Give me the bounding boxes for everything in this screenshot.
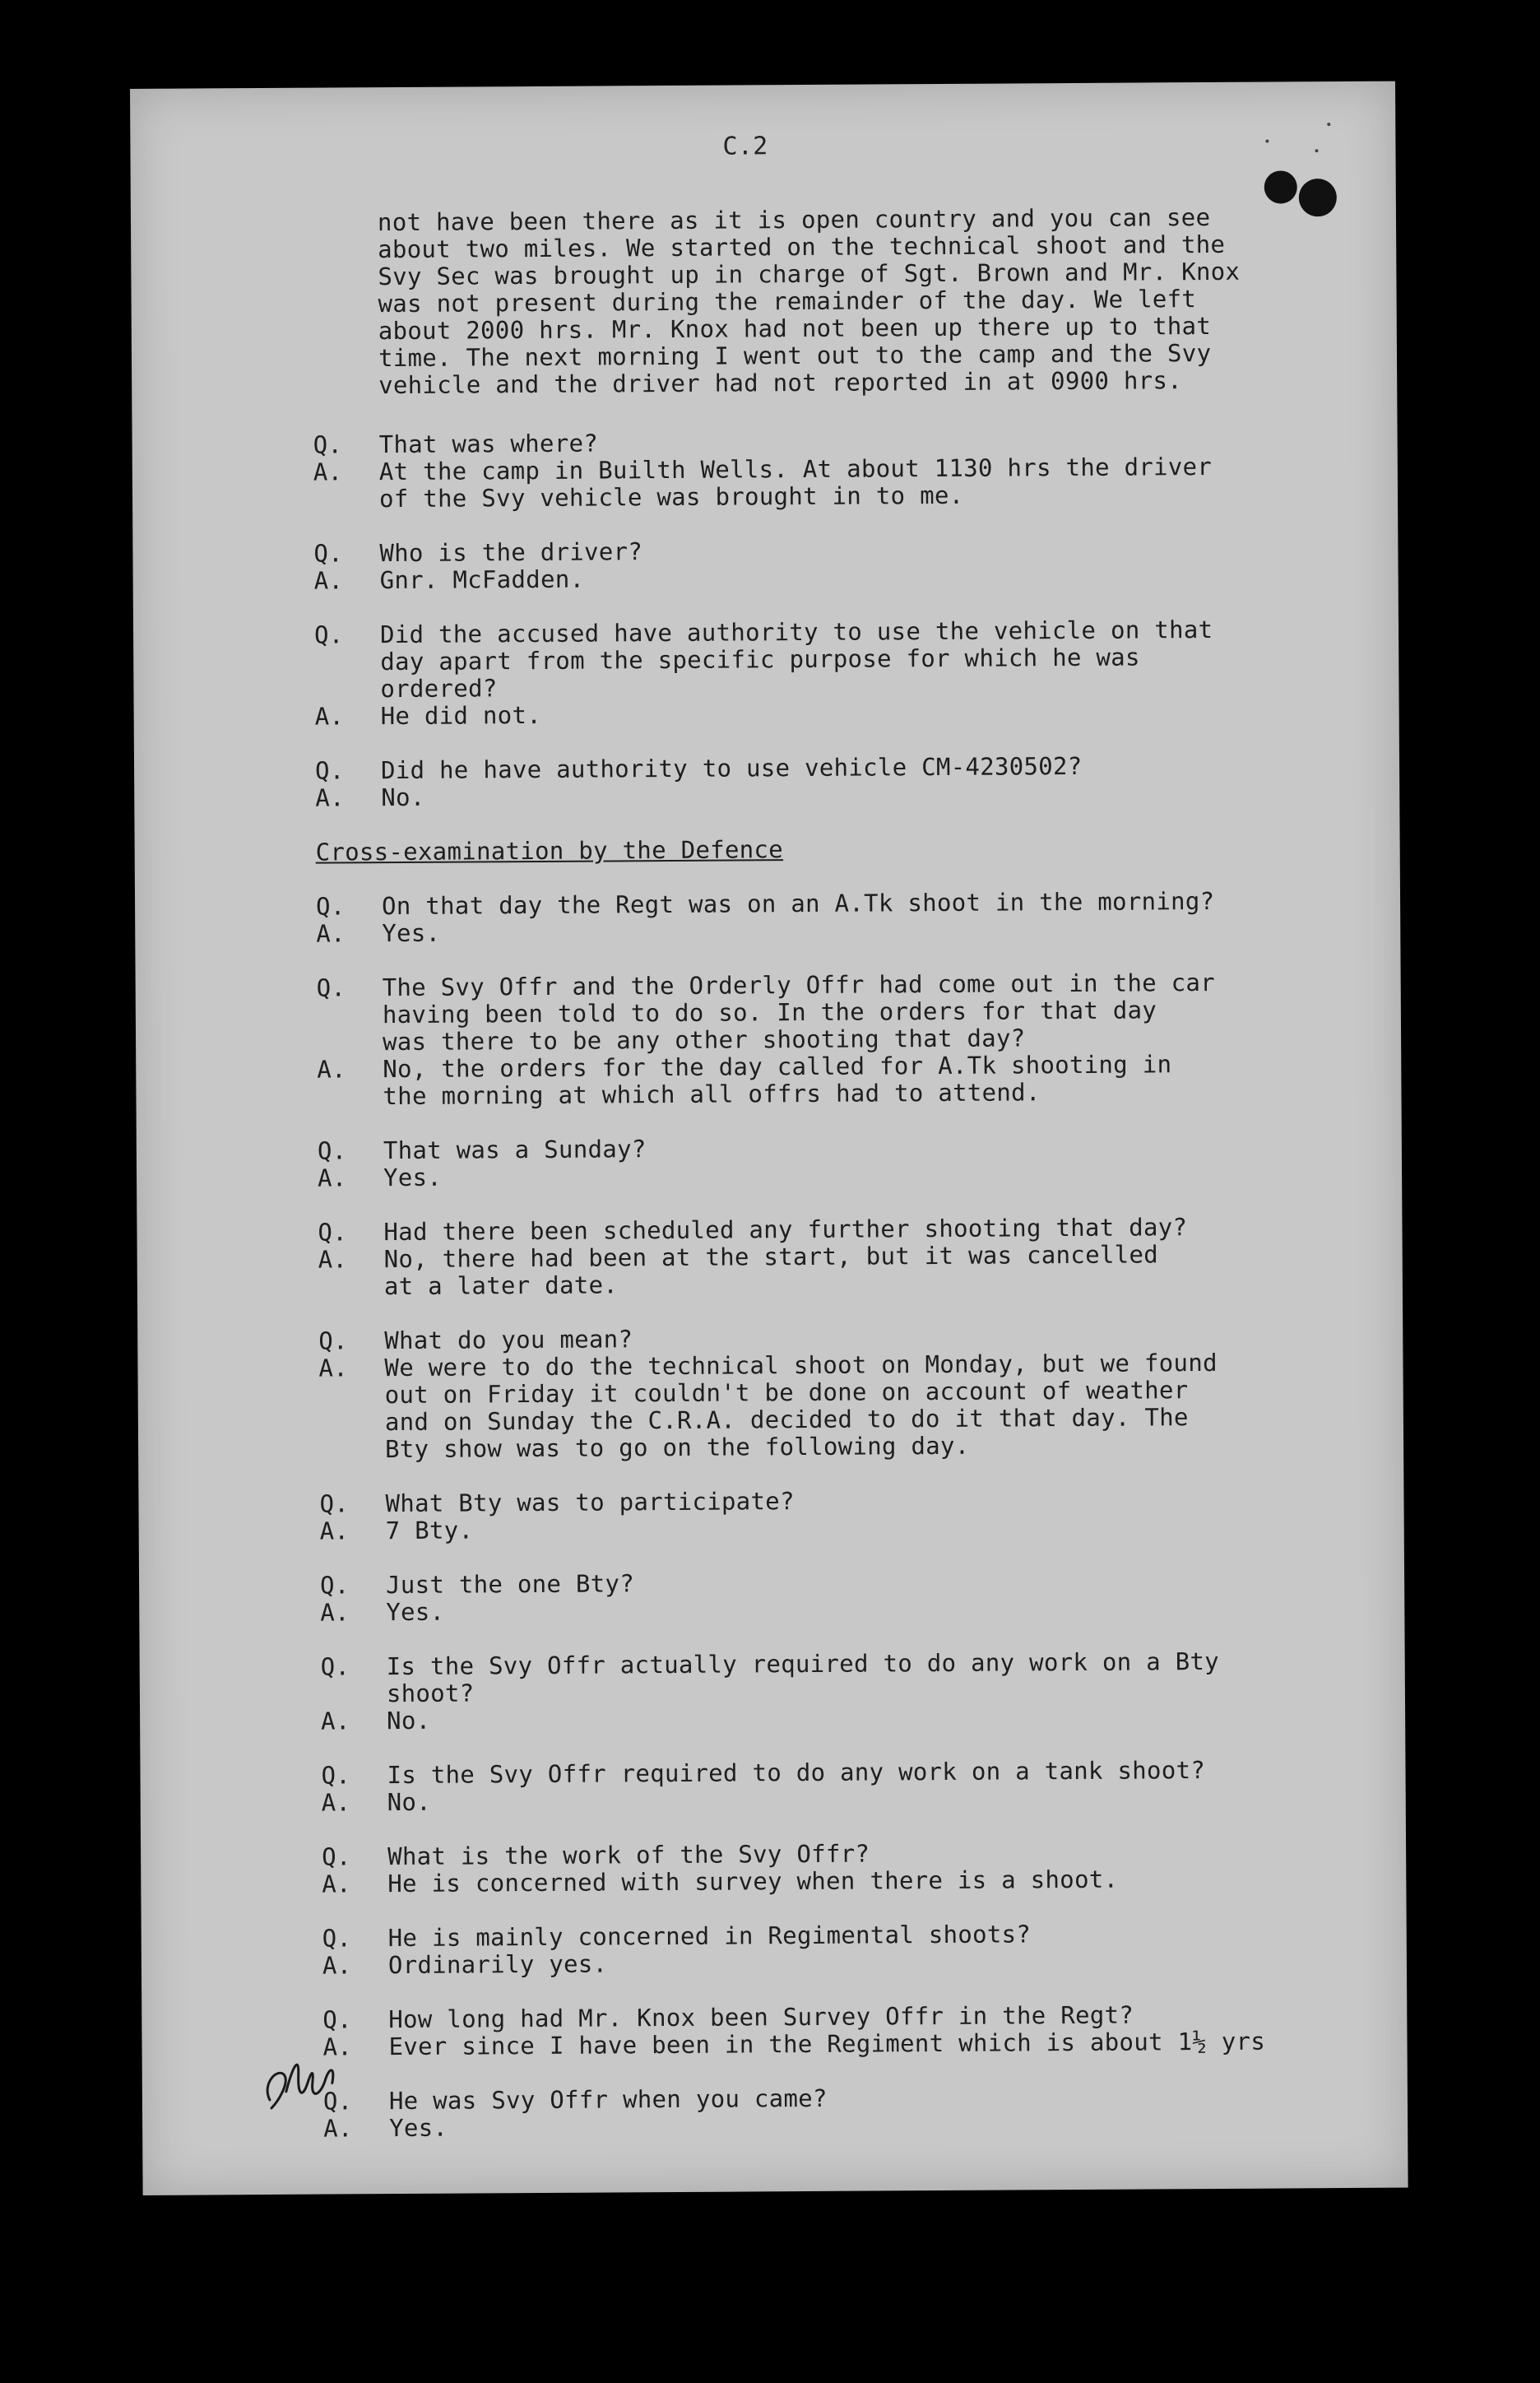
answer-text: 7 Bty. (385, 1516, 474, 1545)
answer-row (318, 1240, 1306, 1300)
answer-row (315, 778, 1302, 811)
handwritten-initials (253, 2050, 344, 2116)
answer-row (317, 1050, 1304, 1110)
answer-label: A. (321, 1707, 350, 1735)
answer-label: A. (316, 919, 346, 948)
question-row (317, 969, 1305, 1056)
answer-text: No, there had been at the start, but it was cancelled at a later date. (383, 1240, 1159, 1301)
page-number: C.2 (722, 132, 768, 161)
question-row (314, 615, 1302, 703)
qa-pair (320, 1566, 1373, 1627)
answer-text: He did not. (380, 700, 542, 731)
speck (1327, 123, 1330, 126)
question-text: Is the Svy Offr actually required to do any work on a Bty shoot? (386, 1647, 1220, 1708)
qa-pair (317, 1131, 1371, 1192)
question-label: Q. (320, 1652, 350, 1681)
qa-pair (316, 968, 1371, 1111)
question-text: Had there been scheduled any further shooting that day? (383, 1213, 1188, 1247)
question-label: Q. (313, 430, 343, 459)
question-label: Q. (313, 620, 344, 649)
question-label: Q. (318, 1218, 348, 1247)
answer-label: A. (322, 1870, 351, 1898)
answer-label: A. (322, 2032, 353, 2061)
question-text: What do you mean? (384, 1325, 633, 1355)
question-label: Q. (322, 2005, 352, 2034)
answer-row (318, 1159, 1305, 1192)
question-text: That was a Sunday? (383, 1135, 647, 1165)
question-text: He is mainly concerned in Regimental shoots? (387, 1920, 1032, 1953)
question-label: Q. (320, 1571, 350, 1600)
qa-pair (318, 1213, 1371, 1301)
answer-text: Yes. (383, 1163, 443, 1192)
qa-pair (322, 1919, 1375, 1980)
document-page (130, 81, 1408, 2195)
section-heading: Cross-examination by the Defence (315, 835, 784, 866)
question-label: Q. (316, 973, 346, 1002)
question-label: Q. (314, 756, 345, 785)
answer-label: A. (313, 566, 344, 595)
question-text: He was Svy Offr when you came? (388, 2083, 828, 2116)
qa-pair (313, 615, 1368, 731)
answer-text: We were to do the technical shoot on Monday, but we found out on Friday it couldn't be done on account of weather and on Sunday the C.R.A. decided to do it that day. The Bty show was to go on the following day. (384, 1348, 1218, 1464)
answer-row (315, 697, 1302, 730)
answer-row (320, 1593, 1307, 1626)
qa-pair (313, 534, 1366, 595)
answer-text: No. (381, 783, 425, 812)
answer-label: A. (321, 1788, 351, 1817)
qa-pair (318, 1322, 1372, 1464)
question-text: That was where? (378, 429, 599, 459)
answer-text: Ordinarily yes. (387, 1949, 608, 1980)
narrative-paragraph: not have been there as it is open country and you can see about two miles. We started on the technical shoot and the Svy Sec was brought up in charge of Sgt. Brown and Mr. Knox was not present during the remainder of the day. We left about 2000 hrs. Mr. Knox had not been up there up to that time. The next morning I went out to the camp and the Svy vehicle and the driver had not reported in at 0900 hrs. (377, 202, 1241, 400)
qa-pair (322, 2082, 1376, 2143)
qa-pair (315, 886, 1369, 948)
answer-label: A. (317, 1164, 347, 1192)
answer-row (313, 453, 1301, 513)
question-text: What is the work of the Svy Offr? (387, 1839, 870, 1871)
question-label: Q. (318, 1326, 348, 1355)
examination-qa-list (313, 425, 1377, 2169)
answer-text: No. (387, 1706, 431, 1735)
cross-examination (315, 886, 1376, 2143)
qa-pair (319, 1484, 1372, 1545)
answer-label: A. (315, 783, 345, 812)
answer-label: A. (323, 2114, 353, 2143)
answer-row (318, 1349, 1306, 1463)
answer-text: At the camp in Builth Wells. At about 1130 hrs the driver of the Svy vehicle was brought in to me. (378, 452, 1213, 513)
question-label: Q. (313, 539, 344, 568)
question-text: The Svy Offr and the Orderly Offr had come out in the car having been told to do so. In the orders for that day was there to be any other shooting that day? (382, 968, 1216, 1057)
question-text: What Bty was to participate? (385, 1487, 795, 1518)
question-text: On that day the Regt was on an A.Tk shoot in the morning? (381, 886, 1215, 921)
qa-pair (321, 1756, 1374, 1817)
answer-row (322, 1783, 1309, 1816)
question-text: How long had Mr. Knox been Survey Offr in the Regt? (388, 2000, 1134, 2034)
answer-row (322, 2028, 1310, 2060)
question-text: Just the one Bty? (386, 1569, 635, 1600)
speck (1315, 149, 1318, 152)
question-label: Q. (322, 2087, 353, 2116)
qa-pair (313, 425, 1367, 513)
document-body (130, 81, 1395, 2143)
answer-label: A. (313, 458, 343, 486)
question-label: Q. (315, 892, 346, 921)
answer-text: He is concerned with survey when there is a shoot. (387, 1865, 1119, 1898)
answer-label: A. (320, 1598, 350, 1627)
answer-label: A. (319, 1517, 350, 1545)
answer-text: Yes. (382, 918, 441, 948)
question-label: Q. (321, 1761, 351, 1790)
qa-pair (322, 1837, 1375, 1898)
answer-row (314, 561, 1301, 594)
answer-label: A. (318, 1354, 349, 1382)
answer-row (322, 1865, 1309, 1898)
question-label: Q. (317, 1136, 347, 1165)
answer-label: A. (318, 1245, 348, 1274)
question-text: Is the Svy Offr required to do any work on a tank shoot? (387, 1756, 1206, 1790)
answer-text: Gnr. McFadden. (379, 564, 585, 595)
answer-row (316, 914, 1303, 947)
answer-label: A. (314, 702, 345, 731)
answer-text: No, the orders for the day called for A.Tk shooting in the morning at which all offrs had to attend. (383, 1050, 1172, 1111)
answer-row (322, 1946, 1310, 1979)
answer-label: A. (317, 1055, 346, 1084)
question-text: Did he have authority to use vehicle CM-4230502? (380, 751, 1083, 785)
question-label: Q. (322, 1842, 351, 1871)
speck (1265, 140, 1269, 143)
question-label: Q. (322, 1924, 352, 1953)
qa-pair (322, 2000, 1375, 2061)
question-row (321, 1647, 1308, 1707)
answer-row (323, 2109, 1310, 2142)
ink-blot (1264, 170, 1297, 203)
question-label: Q. (319, 1489, 350, 1518)
qa-pair (314, 751, 1368, 812)
answer-text: Ever since I have been in the Regiment which is about 1½ yrs (388, 2027, 1266, 2061)
answer-text: No. (387, 1787, 432, 1817)
answer-label: A. (322, 1951, 352, 1980)
question-text: Did the accused have authority to use the vehicle on that day apart from the specific purpose for which he was ordered? (379, 615, 1213, 704)
question-text: Who is the driver? (379, 537, 643, 568)
answer-text: Yes. (389, 2113, 448, 2143)
answer-text: Yes. (386, 1597, 445, 1627)
examination-in-chief (313, 425, 1369, 812)
answer-row (320, 1512, 1307, 1545)
answer-row (321, 1702, 1308, 1735)
qa-pair (320, 1647, 1375, 1735)
